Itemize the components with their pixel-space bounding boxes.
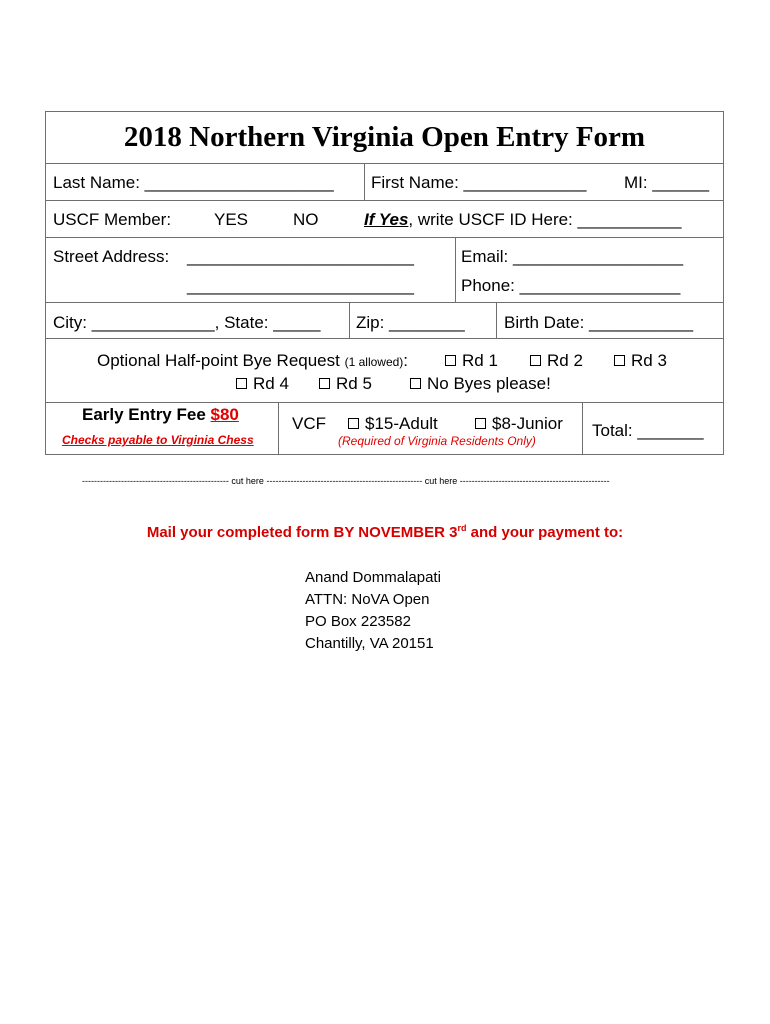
cut-line: ------------------------------------------------- cut here ---------------------------------------------------- cut here -------------------------------------------------- (82, 476, 610, 486)
no-byes-checkbox[interactable]: No Byes please! (410, 374, 551, 394)
uscf-member-label: USCF Member: (53, 210, 172, 229)
mi-field[interactable]: MI: ______ (624, 173, 710, 192)
uscf-id-label: , write USCF ID Here: ___________ (408, 210, 682, 229)
total-field[interactable]: Total: _______ (592, 421, 704, 440)
checkbox-icon (475, 418, 486, 429)
checkbox-icon (319, 378, 330, 389)
first-name-field[interactable]: First Name: _____________ (371, 173, 587, 192)
checkbox-icon (410, 378, 421, 389)
phone-field[interactable]: Phone: _________________ (461, 276, 681, 295)
checkbox-icon (445, 355, 456, 366)
vcf-label: VCF (292, 414, 326, 433)
checkbox-icon (236, 378, 247, 389)
uscf-no-option[interactable]: NO (293, 210, 319, 229)
col-divider (582, 402, 583, 455)
early-entry-fee: Early Entry Fee $80 (82, 405, 239, 424)
fee-amount: $80 (210, 405, 239, 424)
street-address-line-2[interactable]: ________________________ (187, 276, 414, 295)
col-divider (455, 237, 456, 302)
checkbox-icon (348, 418, 359, 429)
row-divider (46, 200, 723, 201)
bye-rd4-checkbox[interactable]: Rd 4 (236, 374, 289, 394)
row-divider (46, 338, 723, 339)
checkbox-icon (530, 355, 541, 366)
checks-payable-note: Checks payable to Virginia Chess (62, 433, 254, 447)
mailing-address (305, 567, 441, 655)
address-city: Chantilly, VA 20151 (305, 635, 434, 652)
street-address-label: Street Address: (53, 247, 170, 266)
mail-instructions: Mail your completed form BY NOVEMBER 3rd and your payment to: (146, 523, 624, 541)
last-name-field[interactable]: Last Name: ____________________ (53, 173, 334, 192)
vcf-required-note: (Required of Virginia Residents Only) (338, 434, 536, 448)
if-yes-label: If Yes (364, 210, 409, 229)
bye-rd2-checkbox[interactable]: Rd 2 (530, 351, 583, 371)
city-state-field[interactable]: City: _____________, State: _____ (53, 313, 321, 332)
address-po-box: PO Box 223582 (305, 613, 411, 630)
zip-field[interactable]: Zip: ________ (356, 313, 465, 332)
vcf-adult-checkbox[interactable]: $15-Adult (348, 414, 438, 434)
row-divider (46, 237, 723, 238)
vcf-junior-checkbox[interactable]: $8-Junior (475, 414, 563, 434)
address-attn: ATTN: NoVA Open (305, 591, 430, 608)
bye-request-label: Optional Half-point Bye Request (1 allowed): (97, 351, 409, 370)
col-divider (364, 163, 365, 200)
col-divider (349, 302, 350, 338)
row-divider (46, 402, 723, 403)
birth-date-field[interactable]: Birth Date: ___________ (504, 313, 694, 332)
bye-rd1-checkbox[interactable]: Rd 1 (445, 351, 498, 371)
checkbox-icon (614, 355, 625, 366)
bye-allowed-note: (1 allowed) (344, 355, 404, 369)
row-divider (46, 302, 723, 303)
col-divider (496, 302, 497, 338)
entry-form (45, 111, 724, 455)
uscf-yes-option[interactable]: YES (214, 210, 249, 229)
address-name: Anand Dommalapati (305, 569, 441, 586)
form-title: 2018 Northern Virginia Open Entry Form (46, 112, 723, 164)
street-address-line-1[interactable]: ________________________ (187, 247, 414, 266)
uscf-id-field[interactable] (364, 210, 682, 230)
col-divider (278, 402, 279, 455)
bye-rd5-checkbox[interactable]: Rd 5 (319, 374, 372, 394)
email-field[interactable]: Email: __________________ (461, 247, 684, 266)
bye-rd3-checkbox[interactable]: Rd 3 (614, 351, 667, 371)
